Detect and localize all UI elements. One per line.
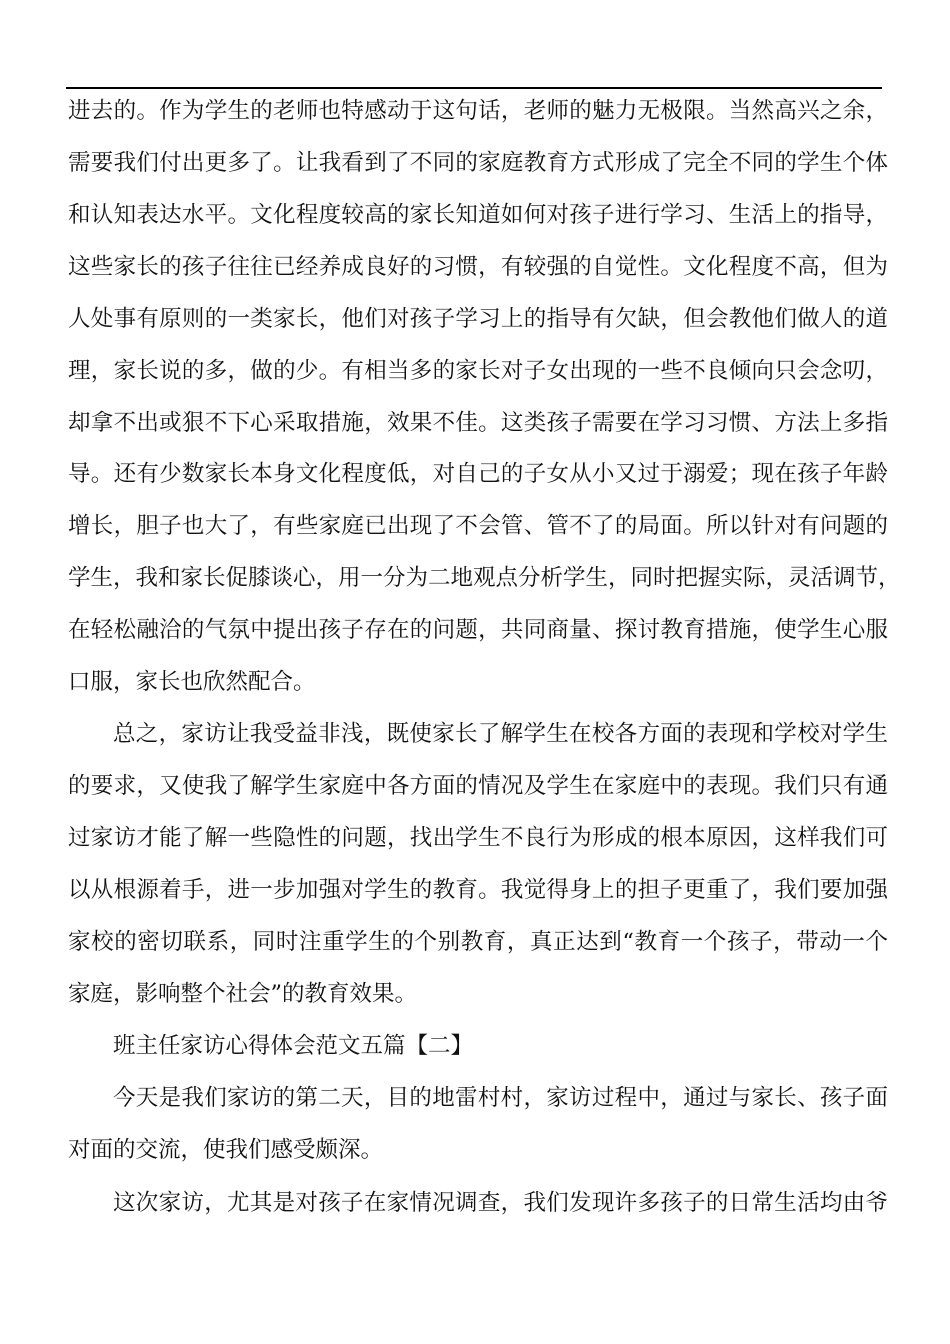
text-line: 和认知表达水平。文化程度较高的家长知道如何对孩子进行学习、生活上的指导， — [68, 202, 888, 228]
text-line: 的要求，又使我了解学生家庭中各方面的情况及学生在家庭中的表现。我们只有通 — [68, 773, 888, 799]
text-line: 过家访才能了解一些隐性的问题，找出学生不良行为形成的根本原因，这样我们可 — [68, 825, 888, 851]
text-line: 在轻松融洽的气氛中提出孩子存在的问题，共同商量、探讨教育措施，使学生心服 — [68, 617, 888, 643]
text-line: 理，家长说的多，做的少。有相当多的家长对子女出现的一些不良倾向只会念叨， — [68, 358, 888, 384]
text-line: 导。还有少数家长本身文化程度低，对自己的子女从小又过于溺爱；现在孩子年龄 — [68, 461, 888, 487]
text-line: 需要我们付出更多了。让我看到了不同的家庭教育方式形成了完全不同的学生个体 — [68, 150, 888, 176]
text-line: 这些家长的孩子往往已经养成良好的习惯，有较强的自觉性。文化程度不高，但为 — [68, 254, 888, 280]
text-line: 却拿不出或狠不下心采取措施，效果不佳。这类孩子需要在学习习惯、方法上多指 — [68, 410, 888, 436]
text-line: 今天是我们家访的第二天，目的地雷村村，家访过程中，通过与家长、孩子面 — [113, 1085, 888, 1111]
text-line: 进去的。作为学生的老师也特感动于这句话，老师的魅力无极限。当然高兴之余， — [68, 98, 888, 124]
section-heading: 班主任家访心得体会范文五篇【二】 — [113, 1033, 474, 1059]
text-line: 这次家访，尤其是对孩子在家情况调查，我们发现许多孩子的日常生活均由爷 — [113, 1190, 888, 1216]
text-line: 学生，我和家长促膝谈心，用一分为二地观点分析学生，同时把握实际，灵活调节， — [68, 565, 901, 591]
text-line: 对面的交流，使我们感受颇深。 — [68, 1137, 384, 1163]
header-rule — [66, 87, 882, 89]
text-line: 家校的密切联系，同时注重学生的个别教育，真正达到“教育一个孩子，带动一个 — [68, 929, 888, 955]
text-line: 口服，家长也欣然配合。 — [68, 669, 316, 695]
text-line: 增长，胆子也大了，有些家庭已出现了不会管、管不了的局面。所以针对有问题的 — [68, 513, 888, 539]
text-line: 总之，家访让我受益非浅，既使家长了解学生在校各方面的表现和学校对学生 — [113, 721, 888, 747]
text-line: 以从根源着手，进一步加强对学生的教育。我觉得身上的担子更重了，我们要加强 — [68, 877, 888, 903]
text-line: 人处事有原则的一类家长，他们对孩子学习上的指导有欠缺，但会教他们做人的道 — [68, 306, 888, 332]
text-line: 家庭，影响整个社会”的教育效果。 — [68, 981, 418, 1007]
